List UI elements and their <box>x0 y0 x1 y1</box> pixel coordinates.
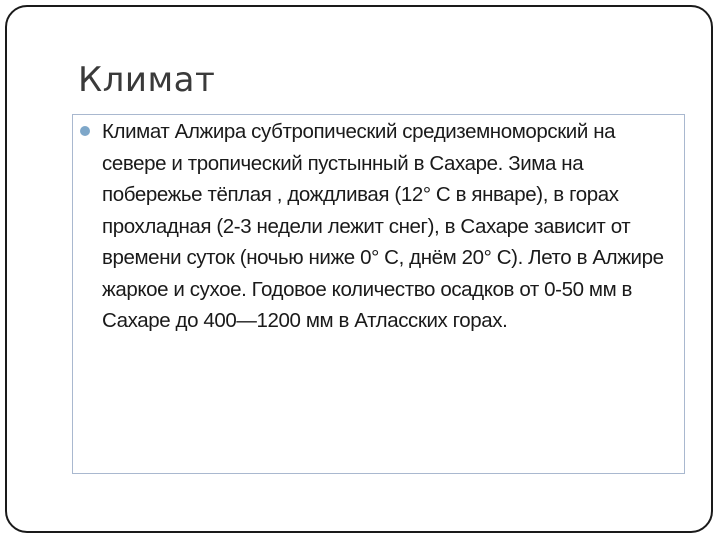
bullet-icon <box>80 126 90 136</box>
bullet-text: Климат Алжира субтропический средиземноморский на севере и тропический пустынный в Сахаре. Зима на побережье тёплая , дождливая (12° C в январе), в горах прохладная (2-3 недели лежит снег), в Сахаре зависит от времени суток (ночью ниже 0° C, днём 20° C). Лето в Алжире жаркое и сухое. Годовое количество осадков от 0-50 мм в Сахаре до 400—1200 мм в Атласских горах. <box>102 120 664 332</box>
slide-title: Климат <box>78 60 216 100</box>
